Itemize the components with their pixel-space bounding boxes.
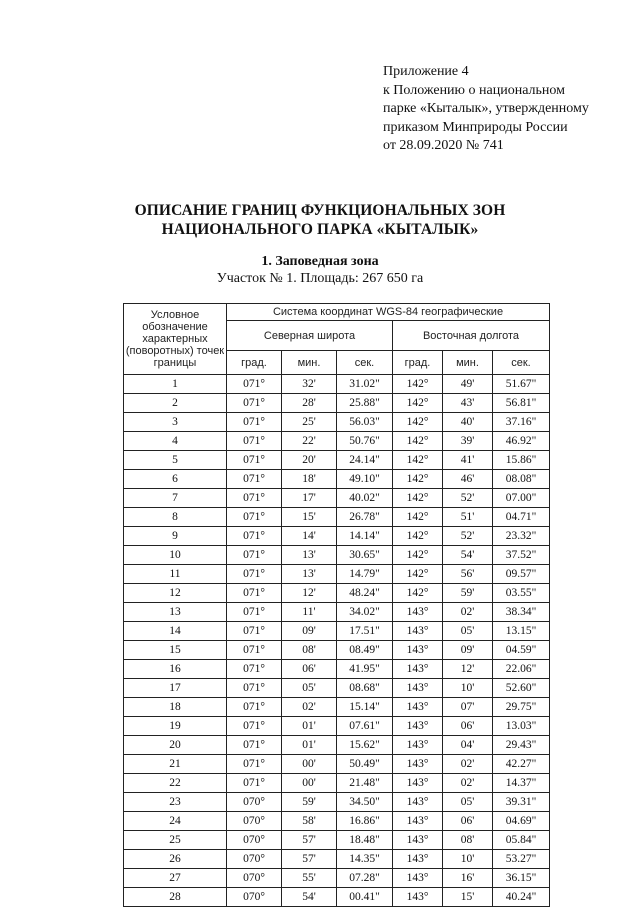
title-line-1: ОПИСАНИЕ ГРАНИЦ ФУНКЦИОНАЛЬНЫХ ЗОН (134, 202, 506, 219)
cell-lon-min: 09' (443, 641, 493, 660)
cell-lat-min: 32' (282, 375, 337, 394)
cell-lat-deg: 071° (227, 660, 282, 679)
table-row (124, 698, 550, 717)
cell-lat-min: 57' (282, 831, 337, 850)
cell-point-number: 19 (124, 717, 227, 736)
cell-lat-min: 59' (282, 793, 337, 812)
cell-lon-sec: 40.24" (493, 888, 550, 907)
table-row (124, 432, 550, 451)
cell-lat-sec: 15.62" (337, 736, 393, 755)
cell-lon-deg: 143° (393, 888, 443, 907)
appendix-line: приказом Минприроды России (383, 119, 568, 135)
cell-point-number: 28 (124, 888, 227, 907)
cell-lat-deg: 071° (227, 470, 282, 489)
section-title: 1. Заповедная зона (261, 254, 379, 269)
cell-lon-min: 08' (443, 831, 493, 850)
cell-lon-sec: 39.31" (493, 793, 550, 812)
cell-point-number: 1 (124, 375, 227, 394)
cell-lat-deg: 071° (227, 679, 282, 698)
cell-lon-deg: 143° (393, 622, 443, 641)
cell-lon-deg: 143° (393, 793, 443, 812)
cell-lon-deg: 143° (393, 698, 443, 717)
table-row (124, 508, 550, 527)
cell-lon-deg: 142° (393, 432, 443, 451)
table-row (124, 489, 550, 508)
cell-point-number: 13 (124, 603, 227, 622)
cell-lon-sec: 52.60" (493, 679, 550, 698)
cell-lat-min: 22' (282, 432, 337, 451)
cell-lat-sec: 15.14" (337, 698, 393, 717)
cell-lat-min: 00' (282, 755, 337, 774)
cell-lat-deg: 070° (227, 850, 282, 869)
cell-lat-deg: 070° (227, 812, 282, 831)
cell-lon-sec: 14.37" (493, 774, 550, 793)
cell-point-number: 22 (124, 774, 227, 793)
table-row (124, 527, 550, 546)
cell-lon-deg: 142° (393, 489, 443, 508)
header-coordinate-system: Система координат WGS-84 географические (227, 304, 550, 321)
cell-lon-sec: 07.00" (493, 489, 550, 508)
cell-lat-sec: 21.48" (337, 774, 393, 793)
cell-lat-sec: 14.14" (337, 527, 393, 546)
cell-lat-deg: 071° (227, 565, 282, 584)
cell-lat-min: 12' (282, 584, 337, 603)
cell-lon-min: 06' (443, 812, 493, 831)
cell-lon-sec: 05.84" (493, 831, 550, 850)
cell-lat-min: 14' (282, 527, 337, 546)
cell-lat-deg: 071° (227, 603, 282, 622)
cell-lon-sec: 29.75" (493, 698, 550, 717)
table-row (124, 622, 550, 641)
header-lon-sec: сек. (493, 351, 550, 375)
cell-lat-min: 55' (282, 869, 337, 888)
cell-lat-min: 15' (282, 508, 337, 527)
cell-lon-deg: 143° (393, 736, 443, 755)
cell-lat-min: 09' (282, 622, 337, 641)
cell-lon-min: 43' (443, 394, 493, 413)
cell-point-number: 11 (124, 565, 227, 584)
cell-point-number: 23 (124, 793, 227, 812)
cell-lat-deg: 071° (227, 451, 282, 470)
cell-lat-sec: 16.86" (337, 812, 393, 831)
cell-lon-sec: 03.55" (493, 584, 550, 603)
cell-lon-sec: 08.08" (493, 470, 550, 489)
cell-lon-sec: 36.15" (493, 869, 550, 888)
cell-point-number: 12 (124, 584, 227, 603)
cell-lon-deg: 143° (393, 831, 443, 850)
table-row (124, 831, 550, 850)
table-row (124, 584, 550, 603)
cell-lat-deg: 070° (227, 888, 282, 907)
cell-lat-sec: 50.76" (337, 432, 393, 451)
cell-lon-deg: 142° (393, 584, 443, 603)
cell-point-number: 14 (124, 622, 227, 641)
cell-lat-deg: 071° (227, 546, 282, 565)
cell-lat-sec: 41.95" (337, 660, 393, 679)
cell-lat-min: 28' (282, 394, 337, 413)
cell-lat-sec: 49.10" (337, 470, 393, 489)
cell-lon-deg: 143° (393, 755, 443, 774)
header-longitude: Восточная долгота (393, 321, 550, 351)
cell-lat-sec: 50.49" (337, 755, 393, 774)
cell-lat-sec: 24.14" (337, 451, 393, 470)
appendix-line: Приложение 4 (383, 64, 469, 79)
section-subtitle: Участок № 1. Площадь: 267 650 га (216, 271, 424, 286)
cell-lon-deg: 143° (393, 774, 443, 793)
cell-lat-min: 54' (282, 888, 337, 907)
cell-lat-deg: 071° (227, 698, 282, 717)
cell-lat-deg: 071° (227, 717, 282, 736)
cell-point-number: 9 (124, 527, 227, 546)
cell-lon-sec: 37.52" (493, 546, 550, 565)
cell-lon-sec: 04.71" (493, 508, 550, 527)
cell-lon-deg: 142° (393, 546, 443, 565)
cell-lon-deg: 142° (393, 413, 443, 432)
cell-lon-sec: 38.34" (493, 603, 550, 622)
table-row (124, 774, 550, 793)
cell-point-number: 20 (124, 736, 227, 755)
cell-lon-deg: 142° (393, 527, 443, 546)
cell-lon-deg: 143° (393, 717, 443, 736)
cell-lon-deg: 143° (393, 869, 443, 888)
document-title (0, 201, 640, 239)
cell-lon-deg: 142° (393, 394, 443, 413)
cell-point-number: 10 (124, 546, 227, 565)
cell-point-number: 4 (124, 432, 227, 451)
table-row (124, 470, 550, 489)
cell-lon-sec: 13.03" (493, 717, 550, 736)
cell-point-number: 3 (124, 413, 227, 432)
cell-lat-sec: 34.50" (337, 793, 393, 812)
header-lon-deg: град. (393, 351, 443, 375)
cell-point-number: 24 (124, 812, 227, 831)
cell-lat-sec: 17.51" (337, 622, 393, 641)
cell-lon-sec: 15.86" (493, 451, 550, 470)
cell-lat-sec: 00.41" (337, 888, 393, 907)
appendix-note (383, 63, 623, 156)
cell-lat-min: 57' (282, 850, 337, 869)
cell-lon-min: 39' (443, 432, 493, 451)
table-row (124, 869, 550, 888)
cell-lat-min: 18' (282, 470, 337, 489)
cell-lat-sec: 14.79" (337, 565, 393, 584)
table-row (124, 888, 550, 907)
cell-lon-min: 02' (443, 774, 493, 793)
cell-lon-min: 46' (443, 470, 493, 489)
cell-lat-deg: 071° (227, 527, 282, 546)
cell-lon-deg: 142° (393, 451, 443, 470)
cell-point-number: 21 (124, 755, 227, 774)
table-row (124, 451, 550, 470)
cell-lon-deg: 142° (393, 375, 443, 394)
cell-lon-sec: 09.57" (493, 565, 550, 584)
cell-lon-deg: 143° (393, 812, 443, 831)
cell-lat-sec: 18.48" (337, 831, 393, 850)
cell-lat-sec: 26.78" (337, 508, 393, 527)
coordinates-table (123, 303, 550, 907)
cell-lon-sec: 56.81" (493, 394, 550, 413)
cell-lon-sec: 13.15" (493, 622, 550, 641)
cell-lon-min: 49' (443, 375, 493, 394)
appendix-line: от 28.09.2020 № 741 (383, 138, 504, 153)
cell-lon-min: 10' (443, 679, 493, 698)
cell-lon-sec: 53.27" (493, 850, 550, 869)
cell-lon-min: 10' (443, 850, 493, 869)
table-row (124, 375, 550, 394)
cell-lat-sec: 40.02" (337, 489, 393, 508)
cell-lat-deg: 070° (227, 869, 282, 888)
cell-lon-sec: 42.27" (493, 755, 550, 774)
cell-point-number: 25 (124, 831, 227, 850)
table-row (124, 736, 550, 755)
table-row (124, 755, 550, 774)
cell-lon-sec: 29.43" (493, 736, 550, 755)
cell-point-number: 2 (124, 394, 227, 413)
cell-lat-min: 00' (282, 774, 337, 793)
cell-lon-deg: 143° (393, 603, 443, 622)
cell-lon-min: 16' (443, 869, 493, 888)
cell-lon-deg: 142° (393, 508, 443, 527)
cell-lon-sec: 51.67" (493, 375, 550, 394)
cell-lon-deg: 143° (393, 850, 443, 869)
cell-lon-sec: 23.32" (493, 527, 550, 546)
cell-point-number: 8 (124, 508, 227, 527)
table-row (124, 413, 550, 432)
cell-lon-deg: 143° (393, 660, 443, 679)
cell-lat-min: 06' (282, 660, 337, 679)
cell-lat-sec: 56.03" (337, 413, 393, 432)
cell-point-number: 18 (124, 698, 227, 717)
cell-lat-sec: 08.68" (337, 679, 393, 698)
cell-point-number: 26 (124, 850, 227, 869)
table-row (124, 546, 550, 565)
cell-lat-deg: 071° (227, 489, 282, 508)
table-row (124, 812, 550, 831)
header-point: Условное обозначение характерных (поворотных) точек границы (124, 304, 227, 375)
cell-lat-min: 08' (282, 641, 337, 660)
cell-lat-sec: 14.35" (337, 850, 393, 869)
cell-lat-min: 13' (282, 565, 337, 584)
cell-lat-deg: 070° (227, 793, 282, 812)
cell-lat-min: 01' (282, 717, 337, 736)
cell-lon-min: 40' (443, 413, 493, 432)
cell-point-number: 5 (124, 451, 227, 470)
cell-lat-sec: 08.49" (337, 641, 393, 660)
cell-lat-deg: 071° (227, 641, 282, 660)
cell-lat-deg: 071° (227, 755, 282, 774)
cell-lat-min: 17' (282, 489, 337, 508)
table-row (124, 679, 550, 698)
cell-lon-min: 02' (443, 603, 493, 622)
cell-lat-sec: 30.65" (337, 546, 393, 565)
cell-lon-min: 06' (443, 717, 493, 736)
cell-lat-deg: 071° (227, 622, 282, 641)
cell-point-number: 16 (124, 660, 227, 679)
cell-lon-min: 07' (443, 698, 493, 717)
cell-lon-min: 41' (443, 451, 493, 470)
appendix-line: к Положению о национальном (383, 82, 565, 98)
cell-lat-deg: 071° (227, 394, 282, 413)
cell-lon-min: 04' (443, 736, 493, 755)
cell-lon-sec: 37.16" (493, 413, 550, 432)
cell-lon-deg: 142° (393, 565, 443, 584)
table-body (124, 375, 550, 907)
cell-lon-min: 54' (443, 546, 493, 565)
cell-lon-min: 12' (443, 660, 493, 679)
header-latitude: Северная широта (227, 321, 393, 351)
cell-lon-sec: 46.92" (493, 432, 550, 451)
header-lat-min: мин. (282, 351, 337, 375)
cell-lat-min: 11' (282, 603, 337, 622)
cell-point-number: 6 (124, 470, 227, 489)
cell-lon-min: 05' (443, 793, 493, 812)
header-lat-deg: град. (227, 351, 282, 375)
cell-lon-min: 59' (443, 584, 493, 603)
table-row (124, 565, 550, 584)
title-line-2: НАЦИОНАЛЬНОГО ПАРКА «КЫТАЛЫК» (161, 221, 479, 238)
cell-lat-min: 25' (282, 413, 337, 432)
cell-point-number: 17 (124, 679, 227, 698)
cell-lon-sec: 04.59" (493, 641, 550, 660)
cell-point-number: 15 (124, 641, 227, 660)
cell-lat-deg: 071° (227, 774, 282, 793)
table-row (124, 660, 550, 679)
cell-lon-deg: 143° (393, 641, 443, 660)
cell-lat-min: 01' (282, 736, 337, 755)
cell-point-number: 27 (124, 869, 227, 888)
cell-lat-min: 13' (282, 546, 337, 565)
cell-lat-sec: 07.28" (337, 869, 393, 888)
appendix-line: парке «Кыталык», утвержденному (383, 101, 589, 116)
cell-lat-deg: 071° (227, 432, 282, 451)
cell-lon-min: 56' (443, 565, 493, 584)
cell-lat-min: 02' (282, 698, 337, 717)
cell-point-number: 7 (124, 489, 227, 508)
cell-lat-sec: 34.02" (337, 603, 393, 622)
table-row (124, 603, 550, 622)
cell-lat-deg: 071° (227, 413, 282, 432)
table-row (124, 717, 550, 736)
cell-lat-sec: 31.02" (337, 375, 393, 394)
cell-lat-min: 05' (282, 679, 337, 698)
cell-lat-deg: 071° (227, 375, 282, 394)
cell-lon-sec: 22.06" (493, 660, 550, 679)
cell-lat-sec: 25.88" (337, 394, 393, 413)
cell-lat-min: 20' (282, 451, 337, 470)
cell-lon-min: 15' (443, 888, 493, 907)
table-row (124, 850, 550, 869)
cell-lon-sec: 04.69" (493, 812, 550, 831)
cell-lat-sec: 07.61" (337, 717, 393, 736)
header-lon-min: мин. (443, 351, 493, 375)
cell-lon-min: 52' (443, 489, 493, 508)
section-heading (0, 253, 640, 287)
table-row (124, 394, 550, 413)
cell-lat-deg: 071° (227, 584, 282, 603)
header-lat-sec: сек. (337, 351, 393, 375)
cell-lat-sec: 48.24" (337, 584, 393, 603)
cell-lon-min: 05' (443, 622, 493, 641)
table-row (124, 793, 550, 812)
cell-lat-deg: 070° (227, 831, 282, 850)
cell-lon-min: 02' (443, 755, 493, 774)
cell-lon-min: 52' (443, 527, 493, 546)
cell-lon-deg: 142° (393, 470, 443, 489)
table-row (124, 641, 550, 660)
cell-lon-min: 51' (443, 508, 493, 527)
cell-lat-deg: 071° (227, 736, 282, 755)
cell-lat-min: 58' (282, 812, 337, 831)
cell-lon-deg: 143° (393, 679, 443, 698)
cell-lat-deg: 071° (227, 508, 282, 527)
